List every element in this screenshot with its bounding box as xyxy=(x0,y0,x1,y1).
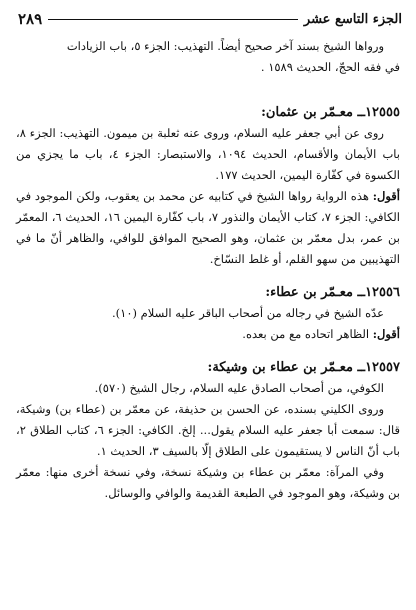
page-content xyxy=(16,36,400,606)
entry-12556 xyxy=(16,282,400,345)
header-rule xyxy=(48,19,298,20)
entry-note xyxy=(16,324,400,345)
entry-body: وروى الكليني بسنده، عن الحسن بن حذيفة، عن معمّر بن (عطاء بن) وشيكة، قال: سمعت أبا جعفر عليه السلام يقول... إلخ. الكافي: الجزء ٦، كتاب الطلاق ٢، باب أنّ الناس لا يستقيمون على الطلاق إلّا بالسيف ٣، الحديث ١. xyxy=(16,402,400,458)
note-label: أقول: xyxy=(372,189,400,203)
entry-note xyxy=(16,186,400,270)
note-text: الظاهر اتحاده مع من بعده. xyxy=(242,327,370,341)
note-text: هذه الرواية رواها الشيخ في كتابيه عن محمد بن يعقوب، ولكن الموجود في الكافي: الجزء ٧، كتاب الأيمان والنذور ٧، باب كفّارة اليمين ١٦، الحديث ٦، المعمّر بن عمر، بدل معمّر بن عثمان، وهو الصحيح الموافق للوافي، والظاهر أنّ ما في التهذيبين من سهو القلم، أو غلط النسّاخ. xyxy=(16,189,400,266)
entry-body: عدّه الشيخ في رجاله من أصحاب الباقر عليه السلام (١٠). xyxy=(112,306,384,320)
note-label: أقول: xyxy=(372,327,400,341)
page-number: ٢٨٩ xyxy=(18,10,43,28)
entry-body: الكوفي، من أصحاب الصادق عليه السلام، رجال الشيخ (٥٧٠). xyxy=(94,381,384,395)
entry-12555 xyxy=(16,102,400,270)
intro-line: ورواها الشيخ بسند آخر صحيح أيضاً. التهذيب: الجزء ٥، باب الزيادات xyxy=(66,39,384,53)
entry-title: ١٢٥٥٦ــ معـمّر بن عطاء: xyxy=(265,285,400,300)
entry-title: ١٢٥٥٧ــ معـمّر بن عطاء بن وشيكة: xyxy=(207,360,400,375)
entry-12557 xyxy=(16,357,400,504)
part-title: الجزء التاسع عشر xyxy=(303,11,402,27)
page-header xyxy=(18,6,402,32)
entry-body: روى عن أبي جعفر عليه السلام، وروى عنه ثعلبة بن ميمون. التهذيب: الجزء ٨، باب الأيمان والأقسام، الحديث ١٠٩٤، والاستبصار: الجزء ٤، باب ما يجزي من الكسوة في كفّارة اليمين، الحديث ١٧٧. xyxy=(16,126,400,182)
entry-title: ١٢٥٥٥ــ معـمّر بن عثمان: xyxy=(261,105,400,120)
entry-body: وفي المرآة: معمّر بن عطاء بن وشيكة نسخة، وفي نسخة أخرى منها: معمّر بن وشيكة، وهو الموجود في الطبعة القديمة والوافي والوسائل. xyxy=(16,465,400,500)
intro-line: في فقه الحجّ، الحديث ١٥٨٩ . xyxy=(260,60,400,74)
